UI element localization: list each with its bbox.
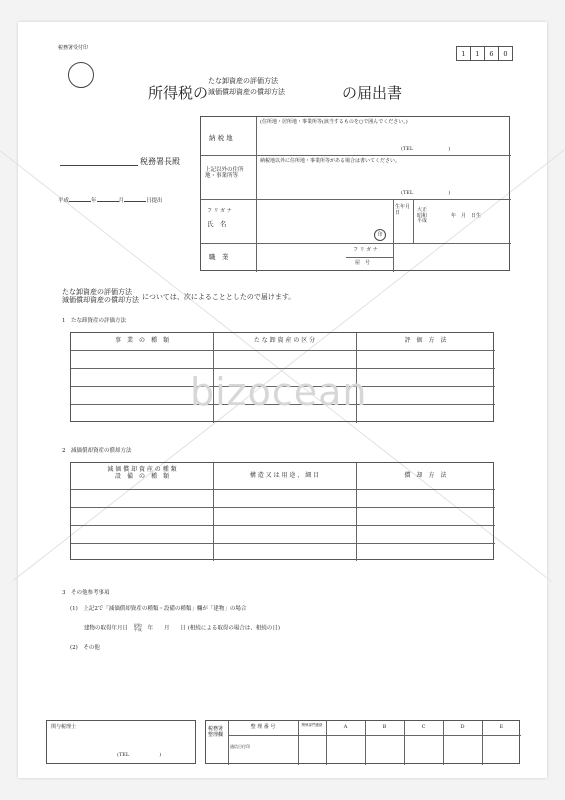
shop-furigana: フ リ ガ ナ	[353, 247, 378, 253]
section1-col-method: 評 価 方 法	[404, 337, 447, 344]
building-acquisition-date: 建物の取得年月日 昭和 平成 年 月 日 (相続による取得の場合は、相続の日)	[84, 623, 281, 632]
office-stamp-label: 税務署受付印	[58, 45, 89, 51]
office-use-label: 税務署整理欄	[208, 726, 224, 738]
date-year: 年	[91, 198, 97, 204]
intro-line1: たな卸資産の評価方法	[62, 288, 132, 296]
taxaddress-note: (住所地・居所地・事業所等(該当するものを○で囲んでください。)	[260, 119, 408, 125]
tax-office-label: 税務署長殿	[140, 157, 180, 166]
date-month: 月	[118, 198, 125, 204]
birth-eras: 大正 昭和 平成	[417, 207, 428, 224]
submit-date	[58, 198, 163, 204]
office-stamp-circle	[68, 62, 94, 88]
col-b: B	[382, 724, 387, 730]
title-line1: たな卸資産の評価方法	[208, 77, 278, 85]
other-address-note: 納税地以外に住所地・事業所等がある場合は書いてください。	[260, 158, 401, 164]
date-day: 日提出	[146, 198, 163, 204]
section1-col-business: 事 業 の 種 類	[114, 337, 169, 344]
doc-code-digit: 1	[456, 46, 471, 61]
date-era: 平成	[58, 198, 70, 204]
accountant-label: 関与税理士	[51, 724, 77, 730]
doc-code-digit: 0	[498, 46, 513, 61]
row-stamp-date: 通信日付印	[230, 744, 250, 749]
birth-label: 生年月日	[395, 204, 411, 216]
col-c: C	[421, 724, 426, 730]
intro-suffix: については、次によることとしたので届けます。	[142, 293, 296, 301]
doc-code-digit: 6	[484, 46, 499, 61]
name-furigana: フ リ ガ ナ	[207, 208, 232, 214]
doc-code	[456, 46, 513, 61]
intro-sentence	[62, 288, 296, 305]
other-address-tel: (TEL )	[401, 190, 451, 196]
occupation-label: 職 業	[209, 253, 229, 261]
other-address-label: 上記以外の住所地・事業所等	[205, 167, 244, 180]
doc-code-digit: 1	[470, 46, 485, 61]
section1-col-category: た な 卸 資 産 の 区 分	[253, 337, 316, 344]
section3-title: 3 その他参考事項	[62, 590, 110, 596]
col-serial: 整 理 番 号	[250, 724, 276, 730]
watermark-text: bizocean	[190, 370, 368, 414]
section2-col-structure: 構 造 又 は 用 途 、 細 目	[249, 472, 320, 479]
accountant-tel: (TEL )	[117, 752, 162, 758]
seal-mark: 印	[374, 229, 386, 241]
taxaddress-label: 納 税 地	[209, 134, 233, 142]
name-label: 氏 名	[207, 220, 227, 228]
section2-col-asset-type: 減 価 償 却 資 産 の 種 類 設 備 の 種 類	[107, 466, 177, 480]
title-prefix: 所得税の	[148, 84, 209, 102]
taxaddress-tel: (TEL )	[401, 146, 451, 152]
intro-line2: 減価償却資産の償却方法	[62, 296, 139, 305]
shop-label: 屋 号	[355, 260, 371, 266]
office-use-table	[205, 720, 520, 764]
accountant-box	[46, 720, 196, 764]
section2-title: 2 減価償却資産の償却方法	[62, 448, 132, 454]
section1-title: 1 たな卸資産の評価方法	[62, 318, 127, 324]
section2-table	[70, 462, 494, 560]
section2-col-method: 償 却 方 法	[404, 472, 447, 479]
tax-office-line	[60, 165, 138, 166]
title-suffix: の届出書	[342, 84, 403, 102]
birth-fields: 年 月 日生	[451, 213, 482, 219]
section3-item1: (1) 上記2で「減価償却資産の種類・設備の種類」欄が「建物」の場合	[70, 606, 247, 612]
col-d: D	[460, 724, 465, 730]
col-e: E	[499, 724, 504, 730]
col-liaison: 関係部門連絡	[301, 723, 323, 727]
section3-item2: (2) その他	[70, 645, 100, 651]
applicant-table	[200, 116, 510, 271]
title-line2: 減価償却資産の償却方法	[208, 88, 285, 96]
col-a: A	[343, 724, 348, 730]
